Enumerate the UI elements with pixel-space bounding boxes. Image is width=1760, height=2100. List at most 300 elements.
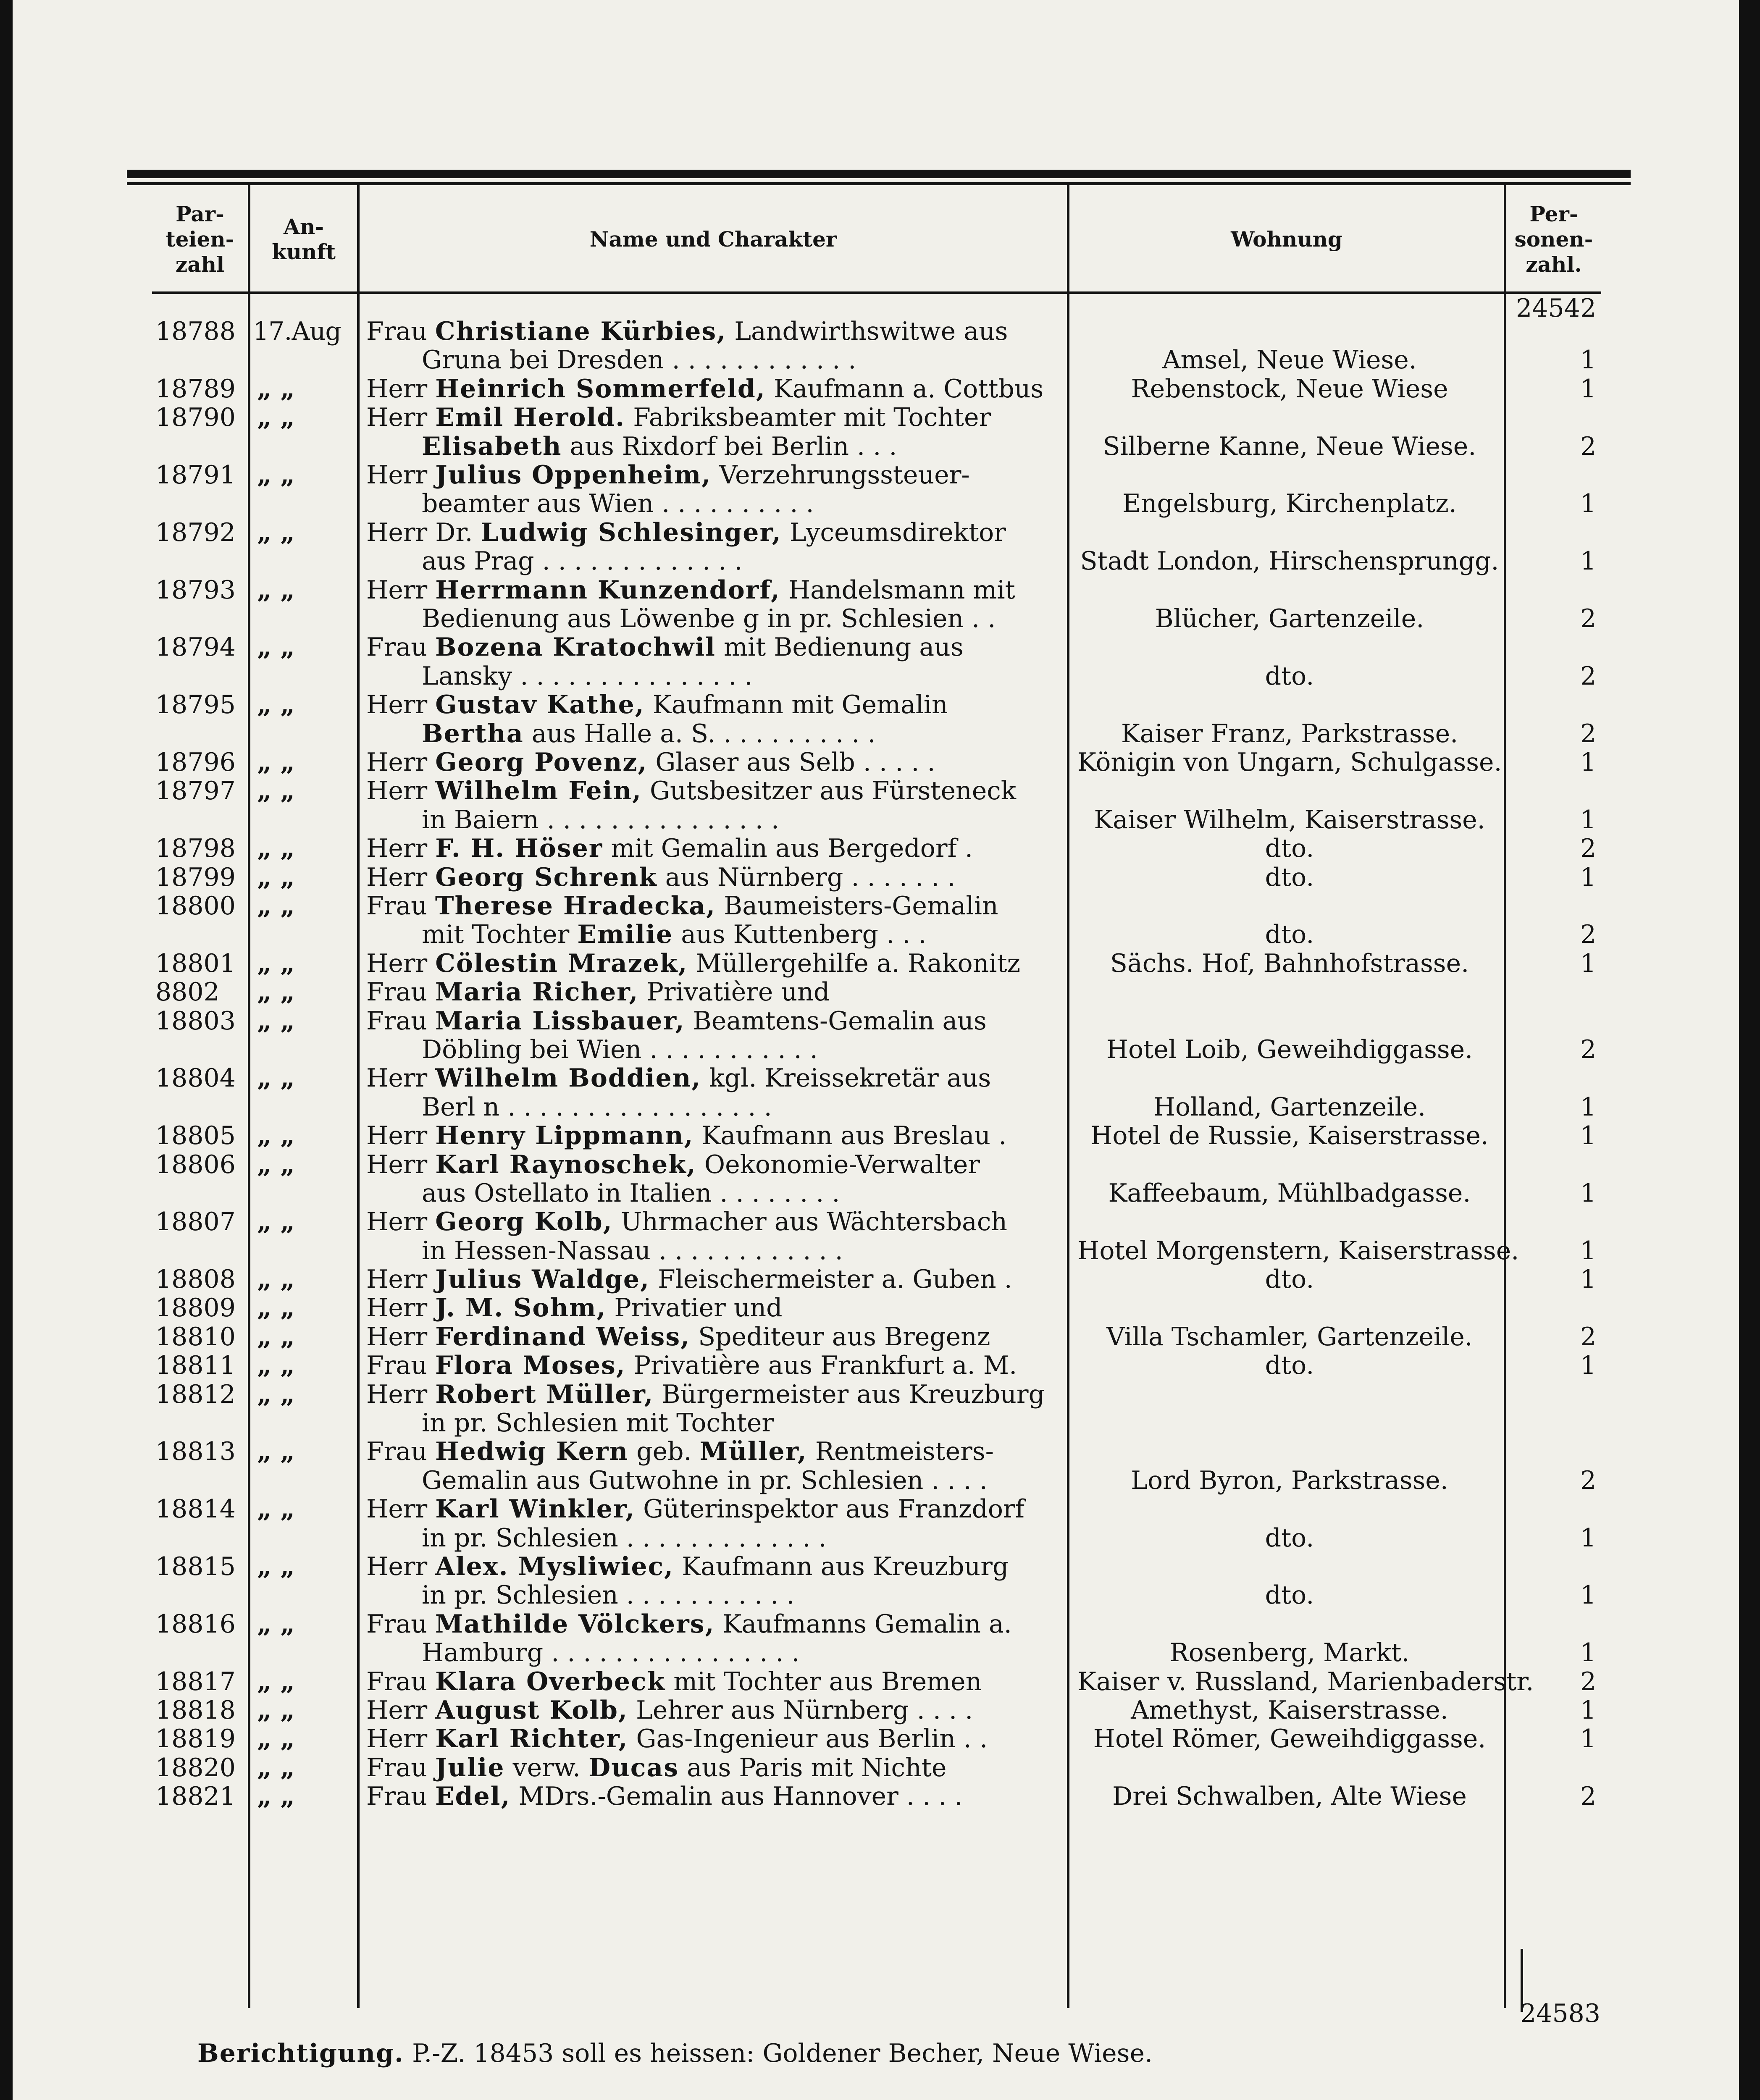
- arrival-date: [253, 317, 358, 346]
- person-count: 1: [1580, 1265, 1596, 1294]
- guest-title: Herr: [366, 1724, 428, 1754]
- arrival-date: [253, 576, 358, 604]
- name-line: [366, 748, 1068, 777]
- lodging: Engelsburg, Kirchenplatz.: [1122, 489, 1457, 519]
- header-parteienzahl: [152, 189, 248, 290]
- guest-description: in pr. Schlesien . . . . . . . . . . .: [422, 1580, 795, 1610]
- name-line: [366, 375, 1068, 403]
- guest-title: Herr: [366, 1494, 428, 1524]
- guest-name: Georg Povenz,: [435, 747, 648, 777]
- name-and-title: [366, 317, 1068, 375]
- guest-title: Herr: [366, 1150, 428, 1179]
- table-row: [13, 1121, 1739, 1150]
- arrival-date: [253, 1121, 358, 1150]
- table-row: [13, 863, 1739, 892]
- table-row: [13, 461, 1739, 518]
- correction-text: P.-Z. 18453 soll es heissen: Goldener Becher, Neue Wiese.: [412, 2039, 1153, 2068]
- guest-name: Karl Richter,: [435, 1724, 628, 1754]
- name-line: [366, 1409, 1068, 1437]
- name-and-title: [366, 403, 1068, 461]
- party-number: 18811: [155, 1351, 236, 1381]
- person-count: 2: [1580, 1322, 1596, 1352]
- ditto-mark: „ „: [257, 575, 295, 605]
- lodging: Drei Schwalben, Alte Wiese: [1112, 1782, 1467, 1811]
- header-personenzahl: [1506, 189, 1601, 290]
- lodging: Rosenberg, Markt.: [1169, 1638, 1410, 1668]
- person-count: 2: [1580, 1667, 1596, 1696]
- guest-description: mit Tochter aus Bremen: [673, 1667, 982, 1696]
- guest-name-secondary: Ducas: [588, 1753, 679, 1782]
- guest-name: Georg Kolb,: [435, 1207, 613, 1237]
- guest-title: Herr: [366, 1293, 428, 1323]
- table-row: [13, 1064, 1739, 1121]
- guest-description: Baumeisters-Gemalin: [724, 891, 998, 921]
- arrival-date: [253, 777, 358, 805]
- name-line: [366, 432, 1068, 461]
- guest-description: aus Halle a. S. . . . . . . . . . .: [531, 719, 876, 748]
- ditto-mark: „ „: [257, 1667, 295, 1696]
- party-number: 18810: [155, 1322, 236, 1352]
- lodging: Sächs. Hof, Bahnhofstrasse.: [1110, 948, 1469, 978]
- arrival-date: [253, 1667, 358, 1696]
- ditto-mark: „ „: [257, 891, 295, 921]
- person-count: 1: [1580, 1638, 1596, 1668]
- name-line: [366, 604, 1068, 633]
- guest-name: Cölestin Mrazek,: [435, 948, 688, 978]
- name-line: [366, 633, 1068, 662]
- party-number: 18814: [155, 1494, 236, 1524]
- guest-title: Herr: [366, 1552, 428, 1582]
- guest-name: Ludwig Schlesinger,: [481, 517, 782, 547]
- guest-description: Döbling bei Wien . . . . . . . . . . .: [422, 1034, 818, 1064]
- person-count: 1: [1580, 1580, 1596, 1610]
- guest-title: Frau: [366, 891, 427, 921]
- person-count: 1: [1580, 489, 1596, 519]
- guest-name: Maria Lissbauer,: [435, 1006, 685, 1036]
- guest-description: Fleischermeister a. Guben .: [658, 1265, 1012, 1294]
- arrival-date: [253, 1323, 358, 1351]
- name-and-title: [366, 690, 1068, 748]
- party-number: 18812: [155, 1379, 236, 1409]
- lodging: Rebenstock, Neue Wiese: [1131, 374, 1448, 404]
- lodging: Stadt London, Hirschensprungg.: [1080, 546, 1499, 576]
- person-count: 1: [1580, 345, 1596, 375]
- person-count: 1: [1580, 805, 1596, 835]
- person-count: 1: [1580, 1092, 1596, 1122]
- guest-description: Bedienung aus Löwenbe g in pr. Schlesien . .: [422, 604, 996, 633]
- ditto-mark: „ „: [257, 1494, 295, 1524]
- header-personenzahl-line: sonen-: [1514, 227, 1593, 252]
- header-name: Name und Charakter: [589, 227, 837, 252]
- ditto-mark: „ „: [257, 977, 295, 1007]
- guest-description: Landwirthswitwe aus: [734, 317, 1008, 346]
- lodging: Kaiser Wilhelm, Kaiserstrasse.: [1094, 805, 1485, 835]
- name-and-title: [366, 1667, 1068, 1696]
- name-line: [366, 978, 1068, 1006]
- party-number: 18793: [155, 575, 236, 605]
- arrival-date: [253, 1552, 358, 1581]
- lodging: dto.: [1265, 1351, 1314, 1381]
- guest-name: Bertha: [422, 719, 524, 748]
- name-line: [366, 518, 1068, 547]
- person-count: 1: [1580, 948, 1596, 978]
- lodging: Blücher, Gartenzeile.: [1155, 604, 1424, 633]
- guest-description: kgl. Kreissekretär aus: [709, 1063, 991, 1093]
- person-count: 2: [1580, 719, 1596, 748]
- party-number: 18801: [155, 948, 236, 978]
- table-row: [13, 834, 1739, 863]
- guest-description: Privatière aus Frankfurt a. M.: [633, 1351, 1017, 1381]
- party-number: 18788: [155, 317, 236, 346]
- arrival-date: [253, 863, 358, 892]
- guest-description: Oekonomie-Verwalter: [704, 1150, 980, 1179]
- guest-description: Lehrer aus Nürnberg . . . .: [636, 1696, 973, 1725]
- guest-title: Frau: [366, 633, 427, 662]
- person-count: 2: [1580, 1465, 1596, 1495]
- party-number: 18800: [155, 891, 236, 921]
- person-count: 2: [1580, 431, 1596, 461]
- header-ankunft-line: kunft: [272, 239, 336, 264]
- guest-name: J. M. Sohm,: [435, 1293, 607, 1323]
- name-line: [366, 1524, 1068, 1552]
- party-number: 18799: [155, 862, 236, 892]
- ditto-mark: „ „: [257, 1552, 295, 1582]
- name-line: [366, 1495, 1068, 1523]
- party-number: 18795: [155, 690, 236, 720]
- name-line: [366, 1007, 1068, 1035]
- guest-description: Berl n . . . . . . . . . . . . . . . . .: [422, 1092, 772, 1122]
- ditto-mark: „ „: [257, 1379, 295, 1409]
- lodging: Holland, Gartenzeile.: [1153, 1092, 1426, 1122]
- header-personenzahl-line: Per-: [1529, 202, 1578, 226]
- name-line: [366, 1323, 1068, 1351]
- guest-description: Handelsmann mit: [788, 575, 1015, 605]
- top-thin-rule: [127, 182, 1631, 185]
- ditto-mark: „ „: [257, 1207, 295, 1237]
- name-line: [366, 719, 1068, 748]
- person-count: 1: [1580, 1523, 1596, 1553]
- name-line: [366, 489, 1068, 518]
- table-row: [13, 375, 1739, 403]
- guest-description: Kaufmann mit Gemalin: [652, 690, 948, 720]
- name-and-title: [366, 777, 1068, 834]
- name-line: [366, 461, 1068, 489]
- table-row: [13, 1696, 1739, 1725]
- guest-title: Herr: [366, 575, 428, 605]
- name-line: [366, 547, 1068, 575]
- lodging: Lord Byron, Parkstrasse.: [1131, 1465, 1448, 1495]
- guest-name: Hedwig Kern: [435, 1437, 629, 1467]
- lodging: dto.: [1265, 920, 1314, 950]
- name-line: [366, 863, 1068, 892]
- guest-title: Frau: [366, 1782, 427, 1811]
- party-number: 18789: [155, 374, 236, 404]
- guest-name: Maria Richer,: [435, 977, 639, 1007]
- ditto-mark: „ „: [257, 690, 295, 720]
- party-number: 18821: [155, 1782, 236, 1811]
- lodging: Kaffeebaum, Mühlbadgasse.: [1108, 1178, 1471, 1208]
- guest-name: Henry Lippmann,: [435, 1121, 694, 1151]
- name-line: [366, 777, 1068, 805]
- name-line: [366, 1150, 1068, 1179]
- guest-description: Müllergehilfe a. Rakonitz: [696, 948, 1021, 978]
- guest-title: Frau: [366, 977, 427, 1007]
- arrival-date: [253, 1782, 358, 1811]
- name-and-title: [366, 1150, 1068, 1208]
- guest-description: Gruna bei Dresden . . . . . . . . . . . .: [422, 345, 856, 375]
- name-connector: geb.: [636, 1437, 692, 1467]
- name-and-title: [366, 892, 1068, 949]
- name-line: [366, 1667, 1068, 1696]
- table-row: [13, 576, 1739, 633]
- table-row: [13, 1667, 1739, 1696]
- arrival-date: [253, 1437, 358, 1466]
- ditto-mark: „ „: [257, 633, 295, 662]
- party-number: 18818: [155, 1696, 236, 1725]
- header-ankunft-line: An-: [284, 214, 324, 239]
- table-row: [13, 1754, 1739, 1782]
- table-row: [13, 1351, 1739, 1380]
- name-and-title: [366, 1208, 1068, 1265]
- arrival-date: [253, 403, 358, 432]
- name-line: [366, 1121, 1068, 1150]
- lodging: Königin von Ungarn, Schulgasse.: [1077, 747, 1502, 777]
- guest-name-secondary: Müller,: [699, 1437, 807, 1467]
- guest-name: Wilhelm Fein,: [435, 776, 642, 806]
- table-row: [13, 633, 1739, 690]
- guest-title: Herr: [366, 1207, 428, 1237]
- name-and-title: [366, 1265, 1068, 1294]
- guest-description: Güterinspektor aus Franzdorf: [643, 1494, 1024, 1524]
- guest-description: Privatière und: [646, 977, 830, 1007]
- party-number: 18803: [155, 1006, 236, 1036]
- guest-name: Karl Winkler,: [435, 1494, 636, 1524]
- guest-title: Herr: [366, 1322, 428, 1352]
- person-count: 1: [1580, 1696, 1596, 1725]
- guest-description: Privatier und: [614, 1293, 783, 1323]
- ditto-mark: „ „: [257, 1437, 295, 1467]
- name-and-title: [366, 1121, 1068, 1150]
- party-number: 18798: [155, 834, 236, 864]
- party-number: 18790: [155, 403, 236, 433]
- guest-description: Kaufmann a. Cottbus: [773, 374, 1044, 404]
- arrival-date: [253, 375, 358, 403]
- guest-description: aus Paris mit Nichte: [687, 1753, 947, 1782]
- guest-title: Frau: [366, 317, 427, 346]
- lodging: dto.: [1265, 1523, 1314, 1553]
- party-number: 18796: [155, 747, 236, 777]
- lodging: Hotel Loib, Geweihdiggasse.: [1106, 1034, 1473, 1064]
- guest-description: aus Nürnberg . . . . . . .: [665, 862, 956, 892]
- guest-title: Herr: [366, 1121, 428, 1151]
- table-row: [13, 1782, 1739, 1811]
- person-count: 1: [1580, 1121, 1596, 1151]
- name-and-title: [366, 1725, 1068, 1753]
- guest-name: Edel,: [435, 1782, 511, 1811]
- name-and-title: [366, 1351, 1068, 1380]
- lodging: Villa Tschamler, Gartenzeile.: [1106, 1322, 1473, 1352]
- lodging: Hotel de Russie, Kaiserstrasse.: [1090, 1121, 1489, 1151]
- table-row: [13, 892, 1739, 949]
- table-row: [13, 978, 1739, 1006]
- guest-description: Gemalin aus Gutwohne in pr. Schlesien . . . .: [422, 1465, 988, 1495]
- guest-description: Lansky . . . . . . . . . . . . . . .: [422, 661, 753, 691]
- guest-name: Julie: [435, 1753, 505, 1782]
- name-line: [366, 1208, 1068, 1236]
- guest-title: Herr: [366, 460, 428, 490]
- arrival-date: [253, 1294, 358, 1322]
- arrival-date: [253, 1754, 358, 1782]
- party-number: 18791: [155, 460, 236, 490]
- guest-name: Klara Overbeck: [435, 1667, 666, 1696]
- name-and-title: [366, 1610, 1068, 1667]
- ditto-mark: „ „: [257, 948, 295, 978]
- guest-name: Christiane Kürbies,: [435, 317, 727, 346]
- name-line: [366, 1696, 1068, 1725]
- table-row: [13, 1007, 1739, 1064]
- name-and-title: [366, 834, 1068, 863]
- guest-description: aus Kuttenberg . . .: [681, 920, 927, 950]
- header-parteienzahl-line: teien-: [165, 227, 234, 252]
- guest-description: in pr. Schlesien . . . . . . . . . . . . .: [422, 1523, 827, 1553]
- party-number: 18817: [155, 1667, 236, 1696]
- name-line: [366, 1552, 1068, 1581]
- lodging: Kaiser Franz, Parkstrasse.: [1121, 719, 1458, 748]
- person-count: 1: [1580, 747, 1596, 777]
- person-count: 1: [1580, 1236, 1596, 1265]
- header-ankunft: [250, 189, 357, 290]
- arrival-date: [253, 1150, 358, 1179]
- table-row: [13, 1725, 1739, 1753]
- arrival-date: [253, 1351, 358, 1380]
- arrival-date: [253, 1380, 358, 1409]
- party-number: 18819: [155, 1724, 236, 1754]
- guest-name: August Kolb,: [435, 1696, 628, 1725]
- arrival-date: [253, 1696, 358, 1725]
- guest-description: Kaufmanns Gemalin a.: [722, 1609, 1012, 1639]
- correction-label: Berichtigung.: [197, 2039, 404, 2068]
- guest-description: MDrs.-Gemalin aus Hannover . . . .: [518, 1782, 963, 1811]
- name-line: [366, 892, 1068, 920]
- guest-name: Emil Herold.: [435, 403, 625, 433]
- arrival-date: [253, 633, 358, 662]
- guest-title: Frau: [366, 1006, 427, 1036]
- name-and-title: [366, 1437, 1068, 1495]
- ditto-mark: „ „: [257, 1265, 295, 1294]
- guest-name: Therese Hradecka,: [435, 891, 716, 921]
- guest-title: Frau: [366, 1437, 427, 1467]
- arrival-date: [253, 1495, 358, 1523]
- guest-description: Glaser aus Selb . . . . .: [655, 747, 935, 777]
- person-count: 2: [1580, 1782, 1596, 1811]
- arrival-date: [253, 1610, 358, 1638]
- party-number: 18809: [155, 1293, 236, 1323]
- name-line: [366, 1265, 1068, 1294]
- lodging: Silberne Kanne, Neue Wiese.: [1103, 431, 1476, 461]
- party-number: 18815: [155, 1552, 236, 1582]
- guest-description: aus Prag . . . . . . . . . . . . .: [422, 546, 743, 576]
- name-prefix-text: mit Tochter: [422, 920, 570, 950]
- party-number: 18813: [155, 1437, 236, 1467]
- name-and-title: [366, 461, 1068, 518]
- party-number: 18807: [155, 1207, 236, 1237]
- guest-name: Karl Raynoschek,: [435, 1150, 696, 1179]
- name-line: [366, 690, 1068, 719]
- academic-title: Dr.: [435, 517, 473, 547]
- name-line: [366, 1093, 1068, 1121]
- arrival-date: [253, 461, 358, 489]
- table-row: [13, 1208, 1739, 1265]
- guest-title: Frau: [366, 1753, 427, 1782]
- name-line: [366, 1610, 1068, 1638]
- document-page: [13, 0, 1739, 2100]
- name-and-title: [366, 1064, 1068, 1121]
- guest-description: Uhrmacher aus Wächtersbach: [620, 1207, 1008, 1237]
- person-count: 1: [1580, 374, 1596, 404]
- table-row: [13, 748, 1739, 777]
- party-number: 18797: [155, 776, 236, 806]
- name-connector: verw.: [512, 1753, 581, 1782]
- arrival-date: [253, 892, 358, 920]
- guest-name: F. H. Höser: [435, 834, 603, 864]
- ditto-mark: „ „: [257, 1609, 295, 1639]
- ditto-mark: „ „: [257, 1724, 295, 1754]
- person-count: 2: [1580, 661, 1596, 691]
- guest-name: Wilhelm Boddien,: [435, 1063, 701, 1093]
- name-and-title: [366, 1552, 1068, 1610]
- name-and-title: [366, 1380, 1068, 1438]
- arrival-date: [253, 834, 358, 863]
- guest-title: Herr: [366, 776, 428, 806]
- table-row: [13, 1323, 1739, 1351]
- ditto-mark: „ „: [257, 776, 295, 806]
- name-and-title: [366, 576, 1068, 633]
- lodging: dto.: [1265, 834, 1314, 864]
- name-line: [366, 1754, 1068, 1782]
- guest-name: Bozena Kratochwil: [435, 633, 716, 662]
- name-line: [366, 1725, 1068, 1753]
- party-number: 8802: [155, 977, 220, 1007]
- guest-description: Hamburg . . . . . . . . . . . . . . . .: [422, 1638, 800, 1668]
- top-heavy-rule: [127, 170, 1631, 178]
- ditto-mark: „ „: [257, 862, 295, 892]
- lodging: Hotel Morgenstern, Kaiserstrasse.: [1077, 1236, 1519, 1265]
- name-and-title: [366, 375, 1068, 403]
- party-number: 18816: [155, 1609, 236, 1639]
- ditto-mark: „ „: [257, 1063, 295, 1093]
- guest-description: in Hessen-Nassau . . . . . . . . . . . .: [422, 1236, 843, 1265]
- guest-description: mit Gemalin aus Bergedorf .: [611, 834, 973, 864]
- ditto-mark: „ „: [257, 1351, 295, 1381]
- person-count: 1: [1580, 546, 1596, 576]
- name-and-title: [366, 1696, 1068, 1725]
- lodging: Amethyst, Kaiserstrasse.: [1131, 1696, 1448, 1725]
- name-line: [366, 1581, 1068, 1609]
- ditto-mark: „ „: [257, 403, 295, 433]
- correction-note: [197, 2039, 1153, 2068]
- running-total: 24583: [1520, 1999, 1600, 2028]
- lodging: dto.: [1265, 1580, 1314, 1610]
- table-row: [13, 690, 1739, 748]
- ditto-mark: „ „: [257, 747, 295, 777]
- table-row: [13, 949, 1739, 978]
- guest-title: Herr: [366, 747, 428, 777]
- party-number: 18805: [155, 1121, 236, 1151]
- person-count: 2: [1580, 920, 1596, 950]
- ditto-mark: „ „: [257, 1696, 295, 1725]
- guest-name: Heinrich Sommerfeld,: [435, 374, 766, 404]
- table-row: [13, 1265, 1739, 1294]
